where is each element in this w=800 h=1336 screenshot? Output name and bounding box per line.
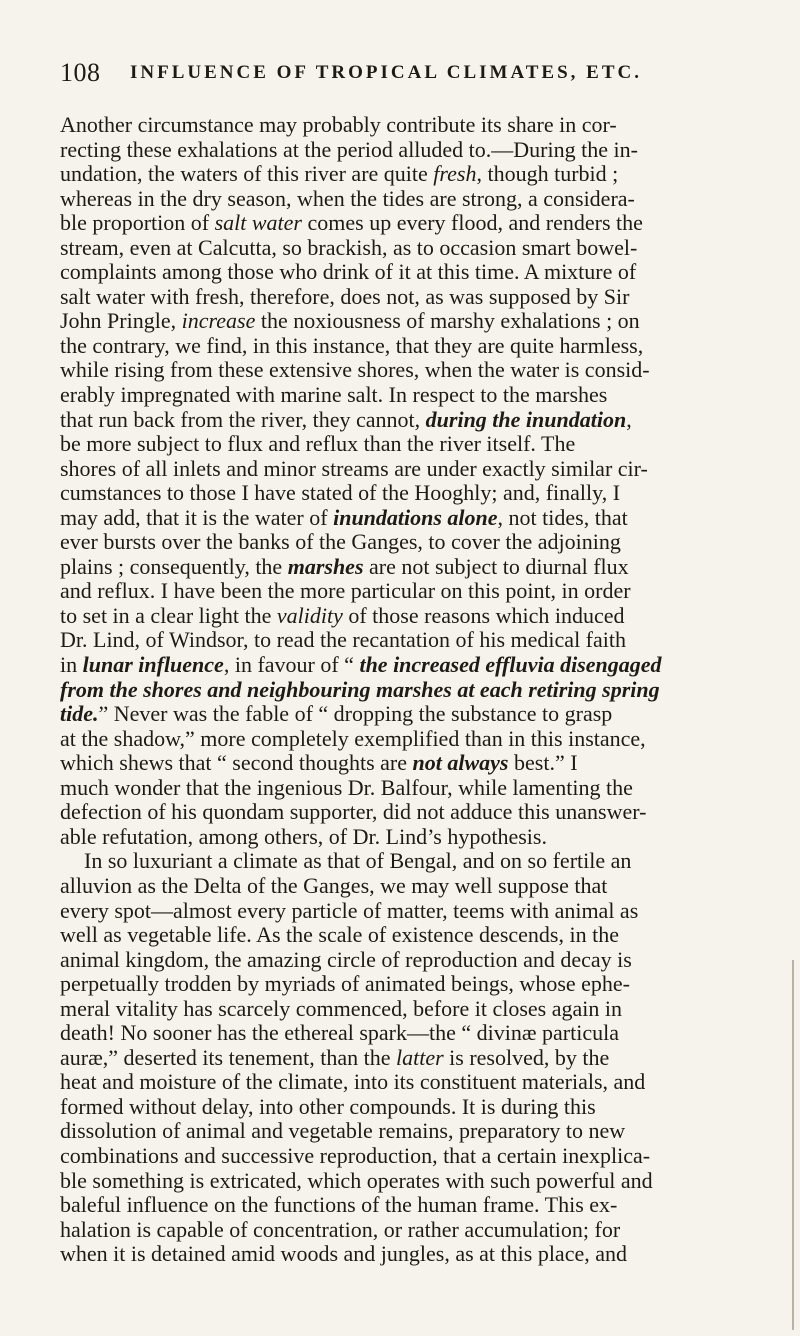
text-run: ble proportion of [60, 211, 215, 236]
text-run: best.” I [508, 751, 578, 776]
text-run: defection of his quondam supporter, did not adduce this unanswer- [60, 800, 647, 825]
text-run: cumstances to those I have stated of the Hooghly; and, finally, I [60, 481, 621, 506]
emphasis-text: from the shores and neighbouring marshes at each retiring spring [60, 677, 660, 702]
text-run: , though turbid ; [476, 162, 619, 187]
page-number: 108 [60, 58, 101, 87]
text-run: perpetually trodden by myriads of animated beings, whose ephe- [60, 972, 631, 997]
text-run: In so luxuriant a climate as that of Bengal, and on so fertile an [84, 849, 632, 874]
emphasis-text: during the inundation [425, 407, 627, 432]
emphasis-text: tide. [60, 702, 99, 727]
text-line [60, 138, 750, 163]
emphasis-text: lunar influence [82, 653, 224, 678]
text-line [60, 800, 750, 825]
emphasis-text: increase [181, 309, 256, 334]
text-run: comes up every flood, and renders the [302, 211, 643, 236]
text-run: and reflux. I have been the more particular on this point, in order [60, 579, 631, 604]
text-run: formed without delay, into other compounds. It is during this [60, 1094, 596, 1119]
text-line [60, 260, 750, 285]
page-edge-shadow [792, 960, 794, 1330]
text-line [60, 555, 750, 580]
emphasis-text: salt water [214, 211, 302, 236]
emphasis-text: validity [276, 603, 343, 628]
text-line [60, 506, 750, 531]
text-run: heat and moisture of the climate, into its constituent materials, and [60, 1070, 646, 1095]
text-run: auræ,” deserted its tenement, than the [60, 1045, 396, 1070]
text-line [60, 825, 750, 850]
text-run: , in favour of “ [223, 653, 360, 678]
text-run: in [60, 653, 83, 678]
text-run: ” Never was the fable of “ dropping the substance to grasp [98, 702, 613, 727]
text-run: that run back from the river, they cannot, [60, 407, 426, 432]
text-run: be more subject to flux and reflux than the river itself. The [60, 432, 576, 457]
text-line [60, 702, 750, 727]
text-line [60, 1144, 750, 1169]
emphasis-text: marshes [287, 554, 364, 579]
text-run: which shews that “ second thoughts are [60, 751, 413, 776]
text-line [60, 1119, 750, 1144]
text-line [60, 187, 750, 212]
text-run: undation, the waters of this river are quite [60, 162, 434, 187]
text-line [60, 530, 750, 555]
text-run: ble something is extricated, which operates with such powerful and [60, 1168, 653, 1193]
text-run: plains ; consequently, the [60, 554, 288, 579]
text-line [60, 408, 750, 433]
text-run: erably impregnated with marine salt. In respect to the marshes [60, 383, 608, 408]
text-run: salt water with fresh, therefore, does not, as was supposed by Sir [60, 284, 630, 309]
text-run: dissolution of animal and vegetable remains, preparatory to new [60, 1119, 626, 1144]
text-run: are not subject to diurnal flux [363, 554, 629, 579]
text-run: alluvion as the Delta of the Ganges, we may well suppose that [60, 873, 608, 898]
text-run: able refutation, among others, of Dr. Lind’s hypothesis. [60, 824, 547, 849]
text-run: the noxiousness of marshy exhalations ; on [255, 309, 640, 334]
body-text [60, 113, 750, 1267]
emphasis-text: fresh [433, 162, 477, 187]
text-line [60, 1021, 750, 1046]
text-line [60, 1169, 750, 1194]
text-line [60, 162, 750, 187]
text-run: ever bursts over the banks of the Ganges, to cover the adjoining [60, 530, 621, 555]
text-run: when it is detained amid woods and jungles, as at this place, and [60, 1242, 627, 1267]
text-run: recting these exhalations at the period alluded to.—During the in- [60, 137, 638, 162]
text-line [60, 923, 750, 948]
text-run: , [626, 407, 632, 432]
text-line [60, 972, 750, 997]
text-line [60, 457, 750, 482]
text-line [60, 579, 750, 604]
text-run: the contrary, we find, in this instance, that they are quite harmless, [60, 333, 644, 358]
text-line [60, 1046, 750, 1071]
text-line [60, 849, 750, 874]
text-run: while rising from these extensive shores, when the water is consid- [60, 358, 650, 383]
text-line [60, 113, 750, 138]
text-run: John Pringle, [60, 309, 182, 334]
text-line [60, 604, 750, 629]
text-line [60, 751, 750, 776]
text-run: Another circumstance may probably contribute its share in cor- [60, 113, 617, 137]
text-run: animal kingdom, the amazing circle of reproduction and decay is [60, 947, 632, 972]
text-line [60, 1095, 750, 1120]
text-line [60, 1070, 750, 1095]
text-line [60, 236, 750, 261]
text-line [60, 727, 750, 752]
page-header [60, 58, 750, 88]
text-run: stream, even at Calcutta, so brackish, as to occasion smart bowel- [60, 235, 638, 260]
text-run: shores of all inlets and minor streams are under exactly similar cir- [60, 456, 648, 481]
text-line [60, 948, 750, 973]
text-run: baleful influence on the functions of the human frame. This ex- [60, 1193, 618, 1218]
text-line [60, 285, 750, 310]
text-line [60, 1193, 750, 1218]
text-run: to set in a clear light the [60, 603, 277, 628]
text-line [60, 334, 750, 359]
text-line [60, 899, 750, 924]
text-run: halation is capable of concentration, or rather accumulation; for [60, 1217, 621, 1242]
text-line [60, 358, 750, 383]
text-line [60, 874, 750, 899]
text-run: much wonder that the ingenious Dr. Balfour, while lamenting the [60, 775, 633, 800]
text-line [60, 997, 750, 1022]
text-line [60, 776, 750, 801]
text-run: meral vitality has scarcely commenced, before it closes again in [60, 996, 622, 1021]
text-line [60, 653, 750, 678]
text-line [60, 211, 750, 236]
text-run: well as vegetable life. As the scale of existence descends, in the [60, 923, 619, 948]
text-line [60, 1242, 750, 1267]
emphasis-text: the increased effluvia disengaged [359, 653, 662, 678]
text-run: of those reasons which induced [342, 603, 625, 628]
text-line [60, 678, 750, 703]
text-line [60, 432, 750, 457]
text-run: death! No sooner has the ethereal spark—the “ divinæ particula [60, 1021, 619, 1046]
text-line [60, 383, 750, 408]
emphasis-text: inundations alone [333, 505, 498, 530]
emphasis-text: not always [412, 751, 509, 776]
text-run: at the shadow,” more completely exemplified than in this instance, [60, 726, 646, 751]
text-run: complaints among those who drink of it at this time. A mixture of [60, 260, 637, 285]
text-run: combinations and successive reproduction, that a certain inexplica- [60, 1143, 651, 1168]
text-line [60, 628, 750, 653]
running-head: INFLUENCE OF TROPICAL CLIMATES, ETC. [130, 62, 642, 83]
text-line [60, 309, 750, 334]
text-run: every spot—almost every particle of matter, teems with animal as [60, 898, 639, 923]
emphasis-text: latter [396, 1045, 444, 1070]
text-run: whereas in the dry season, when the tides are strong, a considera- [60, 186, 635, 211]
text-line [60, 481, 750, 506]
text-run: Dr. Lind, of Windsor, to read the recantation of his medical faith [60, 628, 626, 653]
text-run: may add, that it is the water of [60, 505, 334, 530]
text-run: , not tides, that [497, 505, 628, 530]
text-run: is resolved, by the [443, 1045, 610, 1070]
text-line [60, 1218, 750, 1243]
